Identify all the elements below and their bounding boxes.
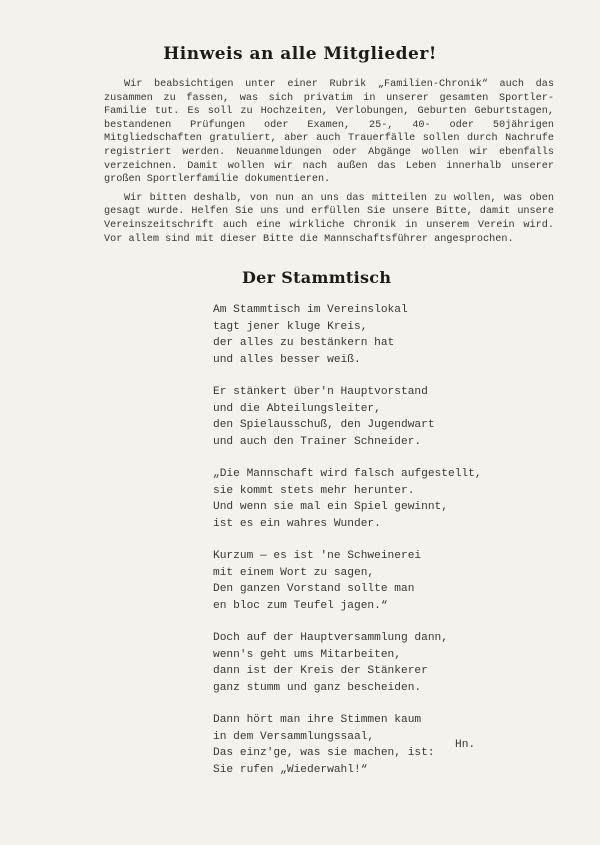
poem-line: en bloc zum Teufel jagen.“ — [213, 599, 388, 612]
poem-line: „Die Mannschaft wird falsch aufgestellt, — [213, 468, 482, 480]
poem-title: Der Stammtisch — [242, 268, 392, 287]
poem-line: Das einz'ge, was sie machen, ist: — [213, 747, 435, 759]
poem-line: ganz stumm und ganz bescheiden. — [213, 681, 422, 694]
notice-text — [104, 78, 554, 251]
poem-line: den Spielausschuß, den Jugendwart — [213, 419, 435, 431]
notice-paragraph: Wir beabsichtigen unter einer Rubrik „Familien-Chronik“ auch das zusammen zu fassen, was sich privatim in unserer gesamten Sportler-Familie tut. Es soll zu Hochzeiten, Verlobungen, Geburten Geburtstagen, bestandenen Prüfungen oder Examen, 25-, 40- oder 50jährigen Mitgliedschaften gratuliert, aber auch Trauerfälle sollen durch Nachrufe registriert werden. Neuanmeldungen oder Abgänge wollen wir ebenfalls verzeichnen. Damit wollen wir nach außen das Leben innerhalb unserer großen Sportlerfamilie dokumentieren. — [104, 79, 554, 186]
poem-line: und auch den Trainer Schneider. — [213, 435, 422, 448]
poem-line: Dann hört man ihre Stimmen kaum — [213, 714, 422, 726]
poem-line: sie kommt stets mehr herunter. — [213, 484, 415, 497]
poem-line: tagt jener kluge Kreis, — [213, 320, 368, 333]
stanza — [213, 548, 513, 614]
poem-line: Kurzum — es ist 'ne Schweinerei — [213, 550, 422, 562]
poem-line: Sie rufen „Wiederwahl!“ — [213, 763, 368, 776]
poem-line: ist es ein wahres Wunder. — [213, 517, 381, 530]
stanza — [213, 466, 513, 532]
poem-line: Er stänkert über'n Hauptvorstand — [213, 386, 428, 398]
page-title: Hinweis an alle Mitglieder! — [163, 44, 437, 64]
author-signature: Hn. — [455, 739, 476, 751]
poem — [213, 302, 513, 794]
stanza — [213, 302, 513, 368]
poem-line: wenn's geht ums Mitarbeiten, — [213, 648, 401, 661]
poem-line: und alles besser weiß. — [213, 353, 361, 366]
poem-line: Den ganzen Vorstand sollte man — [213, 583, 415, 595]
notice-paragraph: Wir bitten deshalb, von nun an uns das mitteilen zu wollen, was oben gesagt wurde. Helfen Sie uns und erfüllen Sie unsere Bitte, damit unsere Vereinszeitschrift auch eine wirkliche Chronik in unserem Verein wird. Vor allem sind mit dieser Bitte die Mannschaftsführer angesprochen. — [104, 192, 554, 245]
poem-line: mit einem Wort zu sagen, — [213, 566, 375, 579]
poem-line: Und wenn sie mal ein Spiel gewinnt, — [213, 501, 448, 513]
poem-line: Doch auf der Hauptversammlung dann, — [213, 632, 448, 644]
poem-line: und die Abteilungsleiter, — [213, 402, 381, 415]
poem-line: in dem Versammlungssaal, — [213, 730, 375, 743]
poem-line: Am Stammtisch im Vereinslokal — [213, 304, 408, 316]
poem-line: der alles zu bestänkern hat — [213, 337, 395, 349]
stanza — [213, 630, 513, 696]
poem-line: dann ist der Kreis der Stänkerer — [213, 665, 428, 677]
stanza — [213, 384, 513, 450]
